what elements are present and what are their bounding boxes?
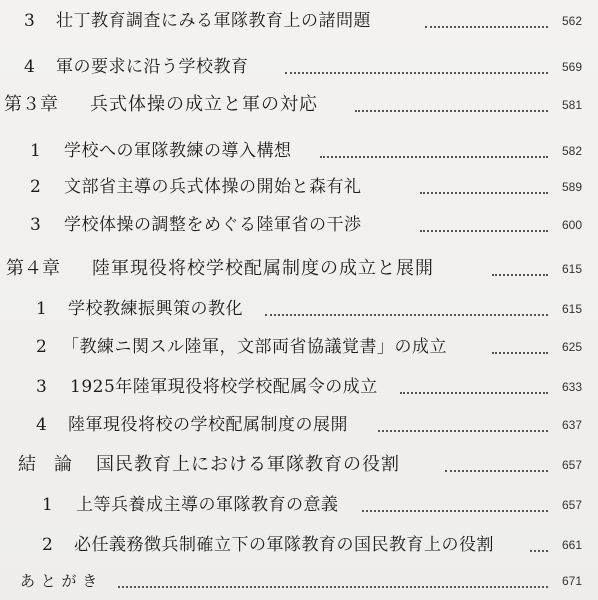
entry-title: あ と が き [20, 572, 98, 590]
entry-page-number: 657 [561, 498, 582, 512]
entry-title: 陸軍現役将校学校配属制度の成立と展開 [92, 258, 434, 279]
entry-number: 1 [42, 495, 53, 515]
entry-number: 2 [36, 337, 47, 357]
entry-page-number: 657 [561, 458, 582, 472]
entry-number: 3 [24, 11, 35, 31]
entry-title: 学校教練振興策の教化 [68, 299, 243, 319]
dot-leader [445, 470, 548, 472]
dot-leader [492, 352, 548, 354]
toc-entry[interactable] [0, 210, 598, 240]
entry-page-number: 661 [561, 538, 582, 552]
toc-entry[interactable] [0, 52, 598, 82]
entry-page-number: 671 [561, 574, 582, 588]
entry-page-number: 615 [561, 262, 582, 276]
entry-number: 2 [42, 535, 53, 555]
entry-number: 3 [36, 377, 47, 397]
entry-title: 上等兵養成主導の軍隊教育の意義 [76, 495, 339, 515]
toc-entry[interactable] [0, 410, 598, 440]
entry-title: 文部省主導の兵式体操の開始と森有礼 [64, 177, 362, 197]
dot-leader [355, 110, 548, 112]
entry-title: 兵式体操の成立と軍の対応 [90, 94, 318, 115]
entry-title: 軍の要求に沿う学校教育 [56, 57, 249, 77]
toc-entry[interactable] [0, 450, 598, 480]
entry-title: 「教練ニ関スル陸軍，文部両省協議覚書」の成立 [62, 337, 447, 357]
entry-number: 4 [36, 415, 47, 435]
entry-title: 必任義務徴兵制確立下の軍隊教育の国民教育上の役割 [74, 535, 494, 555]
dot-leader [420, 192, 548, 194]
toc-entry[interactable] [0, 332, 598, 362]
dot-leader [285, 72, 548, 74]
dot-leader [265, 314, 548, 316]
toc-entry[interactable] [0, 6, 598, 36]
entry-title: 壮丁教育調査にみる軍隊教育上の諸問題 [56, 11, 371, 31]
entry-page-number: 582 [561, 144, 582, 158]
dot-leader [118, 586, 548, 588]
dot-leader [425, 26, 548, 28]
entry-title: 学校体操の調整をめぐる陸軍省の干渉 [64, 215, 362, 235]
entry-title: 1925年陸軍現役将校学校配属令の成立 [70, 377, 378, 397]
toc-entry[interactable] [0, 90, 598, 120]
entry-page-number: 589 [561, 180, 582, 194]
entry-number: 4 [24, 57, 35, 77]
entry-title: 陸軍現役将校の学校配属制度の展開 [68, 415, 348, 435]
toc-entry[interactable] [0, 294, 598, 324]
toc-entry[interactable] [0, 254, 598, 284]
entry-number: 第４章 [6, 258, 60, 279]
entry-number: 第３章 [4, 94, 58, 115]
entry-number: 2 [30, 177, 41, 197]
toc-entry[interactable] [0, 172, 598, 202]
entry-page-number: 637 [561, 418, 582, 432]
dot-leader [378, 430, 548, 432]
entry-title: 学校への軍隊教練の導入構想 [64, 141, 292, 161]
entry-number: 1 [30, 141, 41, 161]
entry-title: 国民教育上における軍隊教育の役割 [96, 454, 400, 475]
toc-entry[interactable] [0, 530, 598, 560]
entry-number: 1 [36, 299, 47, 319]
entry-page-number: 633 [561, 380, 582, 394]
dot-leader [362, 510, 548, 512]
entry-page-number: 625 [561, 340, 582, 354]
entry-number: 3 [30, 215, 41, 235]
entry-page-number: 569 [561, 60, 582, 74]
dot-leader [530, 550, 548, 552]
entry-page-number: 581 [561, 98, 582, 112]
toc-entry[interactable] [0, 566, 598, 596]
dot-leader [320, 156, 548, 158]
toc-entry[interactable] [0, 490, 598, 520]
dot-leader [400, 392, 548, 394]
entry-number: 結 論 [18, 454, 72, 475]
entry-page-number: 600 [561, 218, 582, 232]
toc-entry[interactable] [0, 136, 598, 166]
entry-page-number: 562 [561, 14, 582, 28]
dot-leader [420, 230, 548, 232]
entry-page-number: 615 [561, 302, 582, 316]
toc-entry[interactable] [0, 372, 598, 402]
dot-leader [492, 274, 548, 276]
